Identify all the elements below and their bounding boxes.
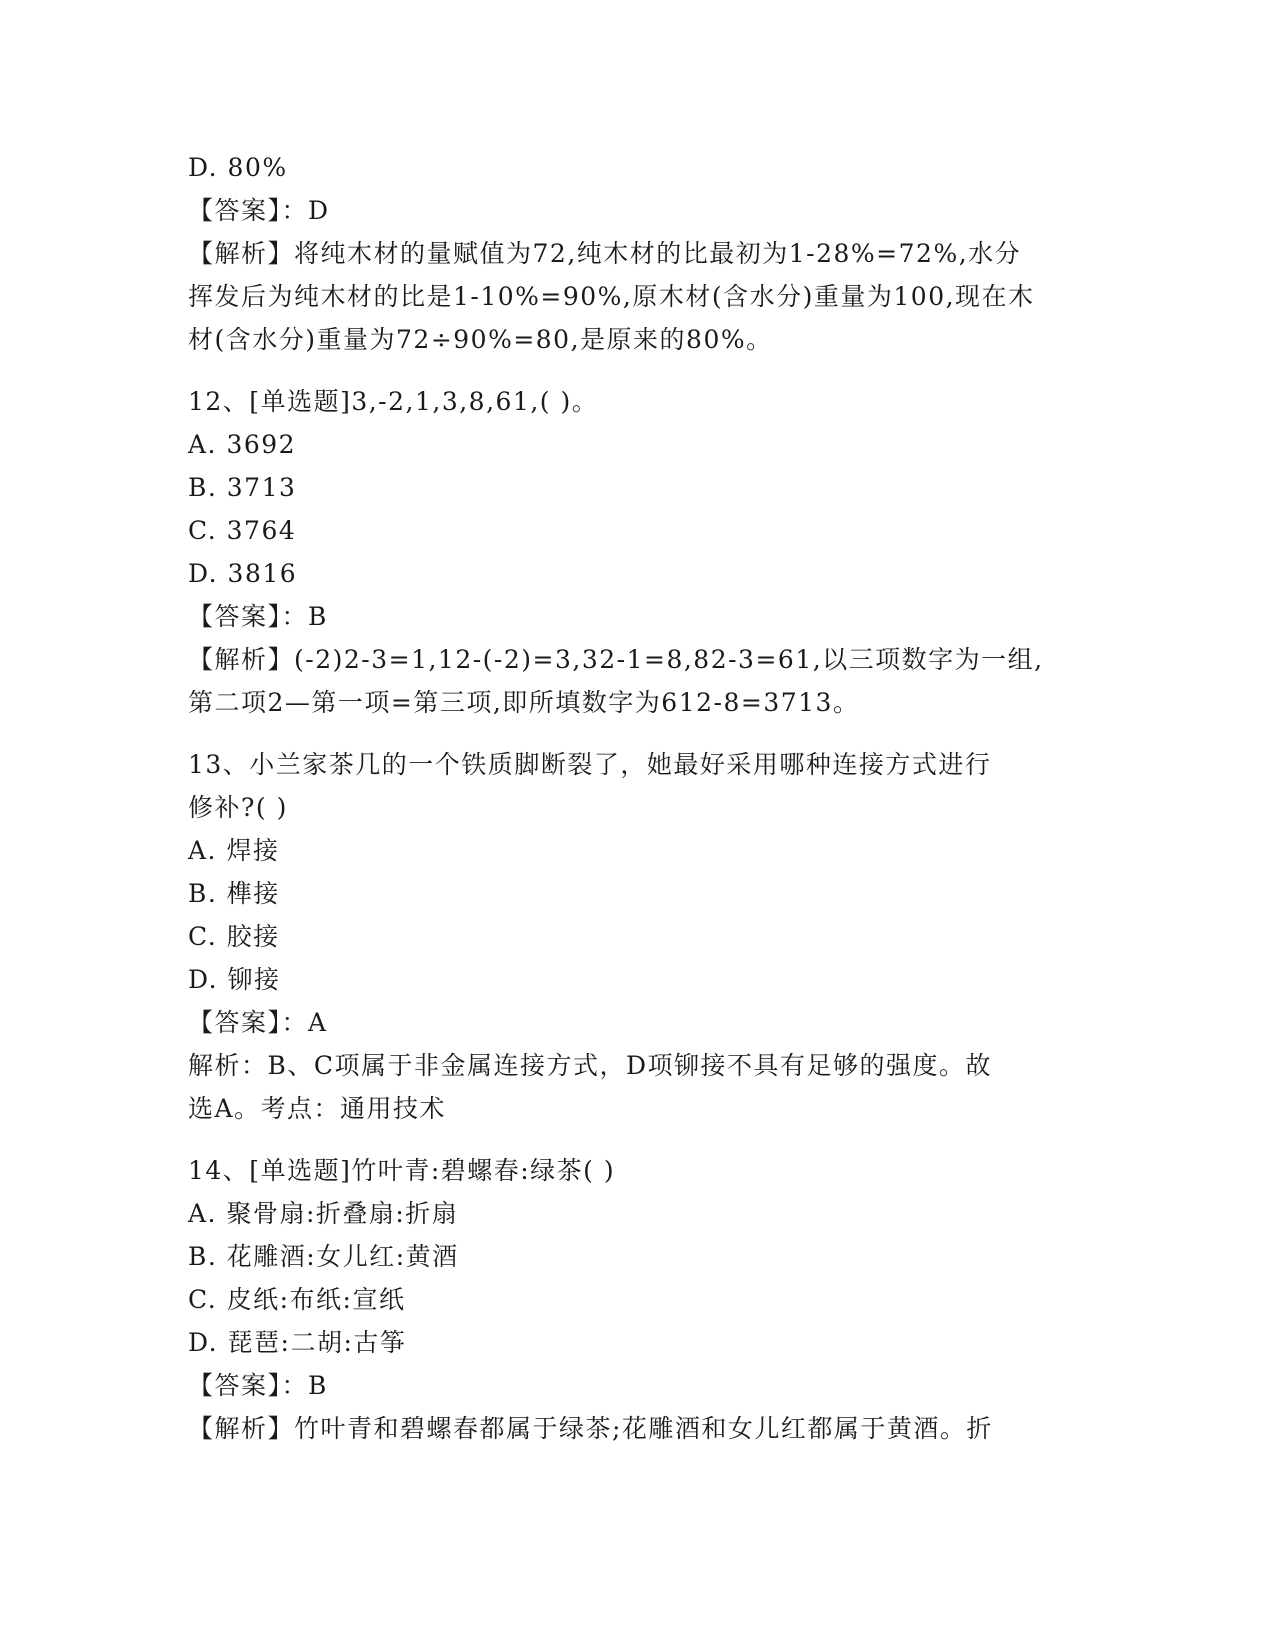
q13-option-a: A. 焊接	[188, 836, 280, 865]
q13-option-b: B. 榫接	[188, 879, 280, 908]
q13-stem-line-1: 13、小兰家茶几的一个铁质脚断裂了，她最好采用哪种连接方式进行	[188, 750, 992, 779]
q14-answer: 【答案】：B	[188, 1371, 328, 1400]
q14-stem: 14、[单选题]竹叶青:碧螺春:绿茶( )	[188, 1156, 616, 1185]
q13-stem-line-2: 修补?( )	[188, 793, 288, 822]
q12-analysis-line-1: 【解析】(-2)2-3=1,12-(-2)=3,32-1=8,82-3=61,以三项数字为一组,	[188, 645, 1044, 674]
q13-option-d: D. 铆接	[188, 965, 281, 994]
q11-analysis-line-3: 材(含水分)重量为72÷90%=80,是原来的80%。	[188, 325, 773, 354]
q11-analysis-line-2: 挥发后为纯木材的比是1-10%=90%,原木材(含水分)重量为100,现在木	[188, 282, 1035, 311]
q12-option-c: C. 3764	[188, 516, 297, 545]
q14-option-d: D. 琵琶:二胡:古筝	[188, 1328, 407, 1357]
q12-option-b: B. 3713	[188, 473, 297, 502]
q13-option-c: C. 胶接	[188, 922, 280, 951]
q13-answer: 【答案】：A	[188, 1008, 328, 1037]
q12-analysis-line-2: 第二项2—第一项=第三项,即所填数字为612-8=3713。	[188, 688, 860, 717]
q14-option-c: C. 皮纸:布纸:宣纸	[188, 1285, 406, 1314]
q13-analysis-line-2: 选A。考点：通用技术	[188, 1094, 447, 1123]
q12-answer: 【答案】：B	[188, 602, 328, 631]
q11-answer: 【答案】：D	[188, 196, 330, 225]
q12-option-a: A. 3692	[188, 430, 297, 459]
q14-analysis-line-1: 【解析】竹叶青和碧螺春都属于绿茶;花雕酒和女儿红都属于黄酒。折	[188, 1414, 993, 1443]
q13-analysis-line-1: 解析：B、C项属于非金属连接方式，D项铆接不具有足够的强度。故	[188, 1051, 993, 1080]
spacer	[188, 1130, 1088, 1149]
q11-analysis-line-1: 【解析】将纯木材的量赋值为72,纯木材的比最初为1-28%=72%,水分	[188, 239, 1022, 268]
spacer	[188, 361, 1088, 380]
q12-option-d: D. 3816	[188, 559, 298, 588]
page-content	[188, 146, 1088, 1450]
q11-option-d: D. 80%	[188, 153, 288, 182]
q14-option-b: B. 花雕酒:女儿红:黄酒	[188, 1242, 459, 1271]
q14-option-a: A. 聚骨扇:折叠扇:折扇	[188, 1199, 459, 1228]
spacer	[188, 724, 1088, 743]
q12-stem: 12、[单选题]3,-2,1,3,8,61,( )。	[188, 387, 599, 416]
